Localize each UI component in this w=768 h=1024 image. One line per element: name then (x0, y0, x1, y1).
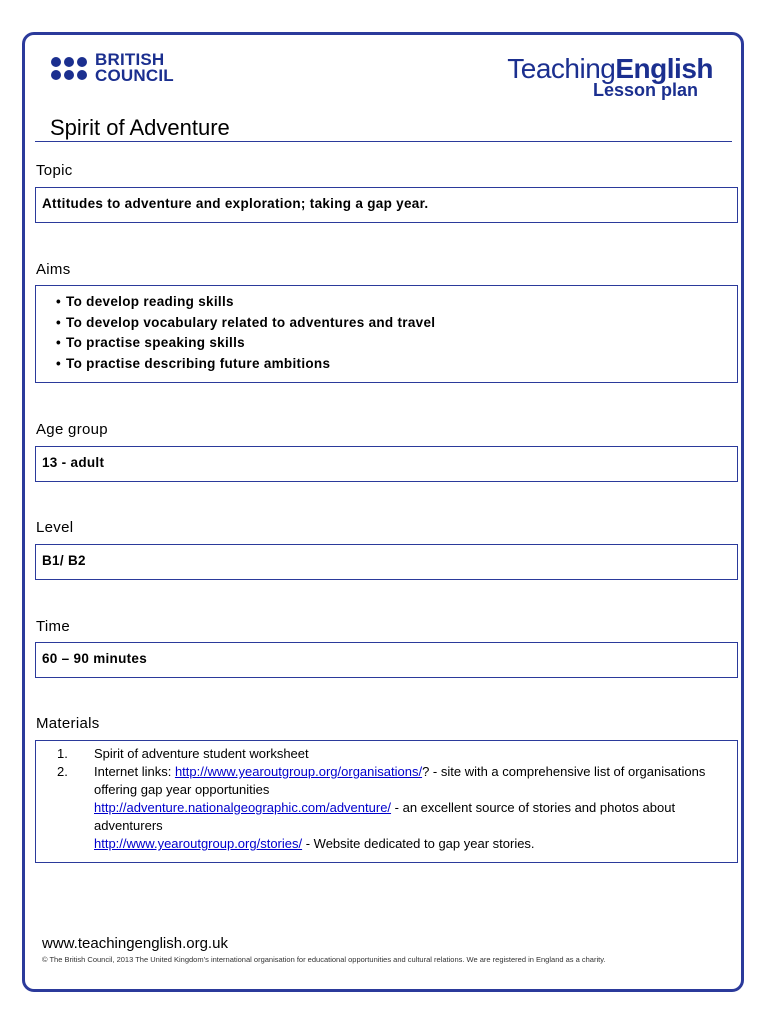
link1-description: ? - site with a comprehensive list of organisations offering gap year opportunities (94, 764, 706, 797)
materials-label: Materials (36, 715, 100, 732)
topic-label: Topic (36, 162, 73, 179)
title-divider (35, 141, 732, 142)
yearoutgroup-stories-link[interactable]: http://www.yearoutgroup.org/stories/ (94, 836, 303, 851)
materials-item-number: 2. (57, 764, 68, 779)
materials-item-number: 1. (57, 746, 68, 761)
brand-subtitle: Lesson plan (592, 80, 698, 100)
materials-item (57, 763, 731, 853)
time-box (35, 642, 738, 678)
brand-bold: English (615, 53, 713, 84)
yearoutgroup-organisations-link[interactable]: http://www.yearoutgroup.org/organisations/ (174, 764, 423, 779)
national-geographic-adventure-link[interactable]: http://adventure.nationalgeographic.com/adventure/ (94, 800, 392, 815)
brand-regular: Teaching (507, 53, 616, 84)
age-group-label: Age group (36, 421, 108, 438)
internet-links-label: Internet links: (94, 764, 175, 779)
topic-box (35, 187, 738, 223)
aims-item: • To practise speaking skills (56, 333, 731, 354)
time-text: 60 – 90 minutes (42, 651, 148, 666)
level-text: B1/ B2 (42, 553, 86, 568)
org-name-line1: BRITISH (95, 50, 165, 69)
aims-item: • To practise describing future ambitions (56, 354, 731, 375)
footer-website[interactable]: www.teachingenglish.org.uk (42, 935, 228, 952)
aims-label: Aims (36, 261, 71, 278)
topic-text: Attitudes to adventure and exploration; taking a gap year. (42, 196, 429, 211)
teaching-english-logo (507, 54, 713, 101)
link2-description: - an excellent source of stories and photos about adventurers (94, 800, 676, 833)
footer-copyright: © The British Council, 2013 The United Kingdom’s international organisation for educational opportunities and cultural relations. We are registered in England as a charity. (42, 955, 606, 964)
materials-item-text: Spirit of adventure student worksheet (94, 746, 309, 761)
org-name-line2: COUNCIL (95, 66, 174, 85)
british-council-dots-icon (51, 57, 87, 80)
aims-list (42, 286, 731, 374)
age-group-text: 13 - adult (42, 455, 105, 470)
british-council-logo (51, 50, 174, 86)
materials-item (57, 745, 731, 763)
document-title: Spirit of Adventure (50, 115, 230, 140)
link3-description: - Website dedicated to gap year stories. (302, 836, 535, 851)
aims-item: • To develop reading skills (56, 292, 731, 313)
age-group-box (35, 446, 738, 482)
materials-list (42, 741, 731, 853)
aims-box (35, 285, 738, 383)
materials-box (35, 740, 738, 863)
time-label: Time (36, 618, 70, 635)
aims-item: • To develop vocabulary related to adventures and travel (56, 313, 731, 334)
level-box (35, 544, 738, 580)
level-label: Level (36, 519, 74, 536)
